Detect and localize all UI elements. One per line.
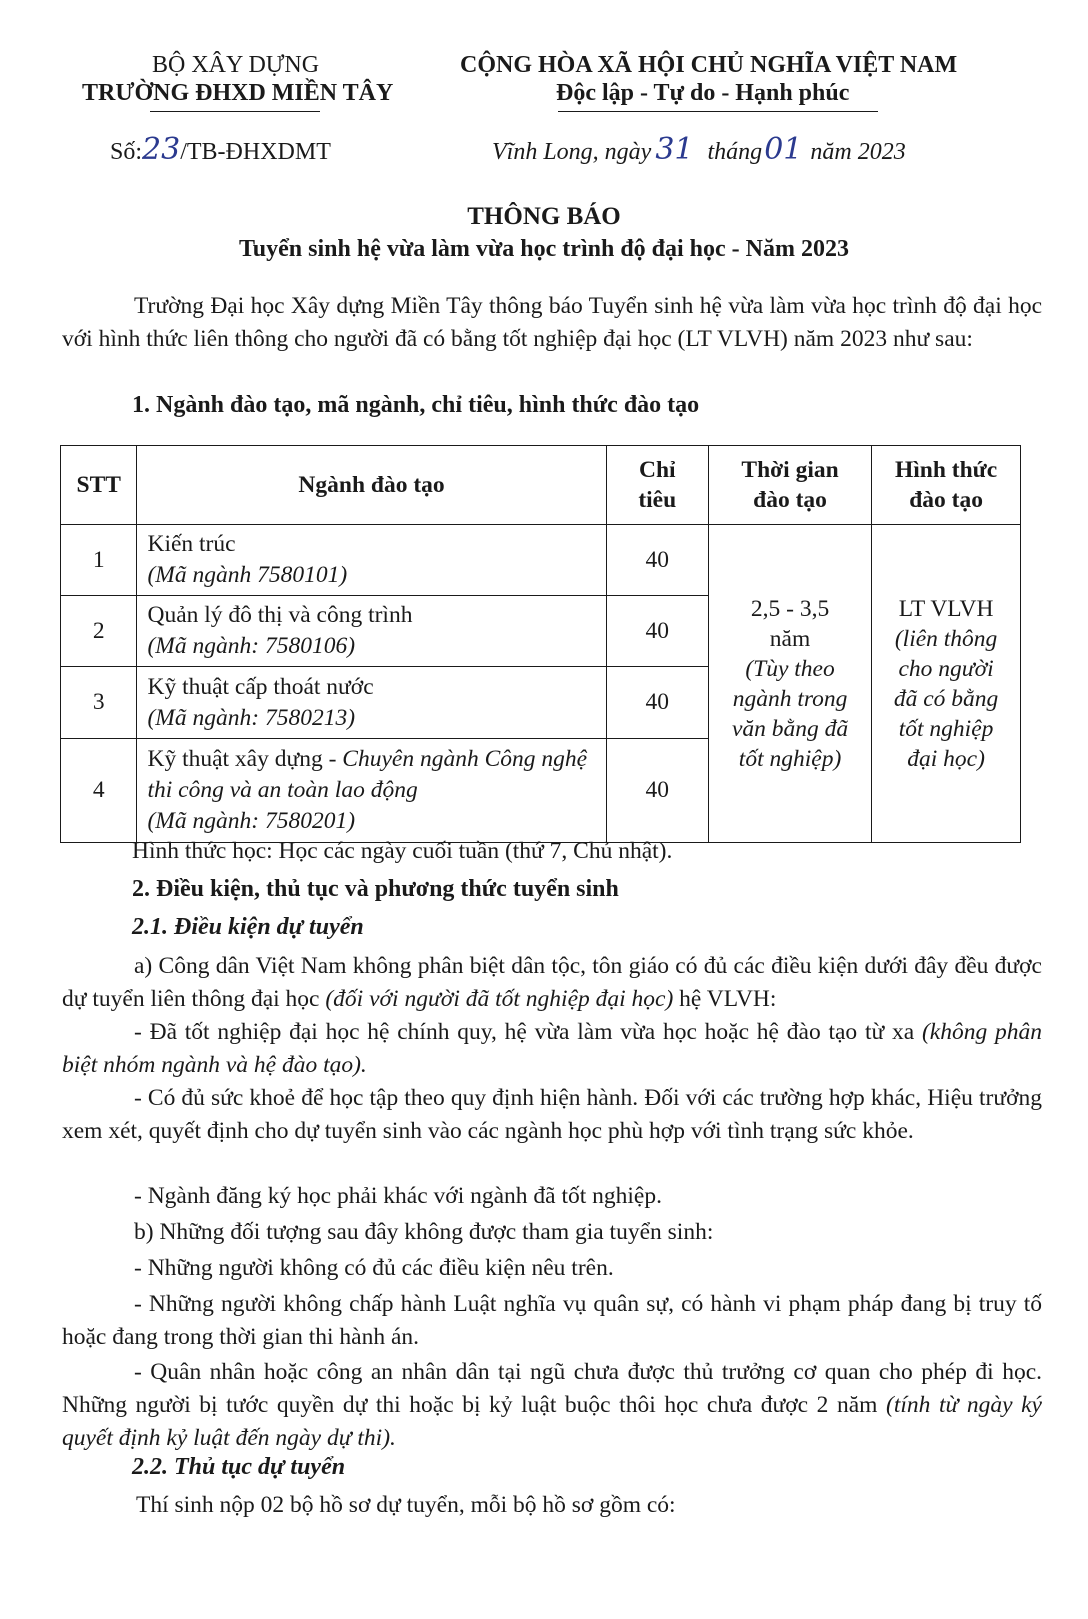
condition-a-end: hệ VLVH:: [673, 986, 777, 1012]
national-motto: Độc lập - Tự do - Hạnh phúc: [556, 80, 850, 106]
condition-a-text: a) Công dân Việt Nam không phân biệt dân tộc, tôn giáo có đủ các điều kiện dưới đây đều được dự tuyển liên thông đại học: [62, 953, 1042, 1012]
exclusion-3-italic: (tính từ ngày ký quyết định kỷ luật đến ngày dự thi).: [62, 1392, 1042, 1451]
date-year: năm 2023: [810, 139, 906, 165]
row-program: [137, 596, 606, 667]
row-quota: 40: [606, 525, 708, 596]
condition-a-italic: (đối với người đã tốt nghiệp đại học): [325, 986, 674, 1012]
exclusion-3: [62, 1356, 1042, 1455]
intro-paragraph: Trường Đại học Xây dựng Miền Tây thông báo Tuyển sinh hệ vừa làm vừa học trình độ đại học với hình thức liên thông cho người đã có bằng tốt nghiệp đại học (LT VLVH) năm 2023 như sau:: [62, 293, 1042, 352]
program-code: (Mã ngành: 7580213): [147, 704, 356, 731]
row-program: [137, 525, 606, 596]
motto-underline: [558, 111, 878, 112]
row-quota: 40: [606, 667, 708, 739]
table-header-row: [61, 446, 1021, 525]
row-quota: 40: [606, 596, 708, 667]
header-form: Hình thức đào tạo: [872, 446, 1021, 525]
header-duration: Thời gian đào tạo: [708, 446, 871, 525]
school-name: TRƯỜNG ĐHXD MIỀN TÂY: [82, 80, 394, 106]
condition-bullet-2: - Có đủ sức khoẻ để học tập theo quy định hiện hành. Đối với các trường hợp khác, Hiệu trưởng xem xét, quyết định cho dự tuyển sinh vào các ngành học phù hợp với tình trạng sức khỏe.: [62, 1085, 1042, 1144]
handwritten-number: 23: [142, 132, 181, 167]
procedure-intro: Thí sinh nộp 02 bộ hồ sơ dự tuyển, mỗi bộ hồ sơ gồm có:: [136, 1492, 676, 1518]
duration-note: (Tùy theo ngành trong văn bằng đã tốt nghiệp): [731, 655, 849, 772]
program-specialization: Chuyên ngành Công nghệ thi công và an toàn lao động: [147, 746, 588, 803]
document-subtitle: Tuyển sinh hệ vừa làm vừa học trình độ đại học - Năm 2023: [238, 236, 849, 262]
header-stt: STT: [61, 446, 137, 525]
condition-a: [62, 950, 1042, 1016]
form-cell: [872, 525, 1021, 843]
number-suffix: /TB-ĐHXDMT: [180, 139, 331, 165]
condition-b-heading: b) Những đối tượng sau đây không được tham gia tuyển sinh:: [134, 1219, 714, 1245]
row-program: [137, 739, 606, 843]
exclusion-3-text: - Quân nhân hoặc công an nhân dân tại ngũ chưa được thủ trưởng cơ quan cho phép đi học. Những người bị tước quyền dự thi hoặc bị kỷ luật buộc thôi học chưa được 2 năm: [62, 1359, 1042, 1418]
exclusion-2: - Những người không chấp hành Luật nghĩa vụ quân sự, có hành vi phạm pháp đang bị truy tố hoặc đang trong thời gian thi hành án.: [62, 1291, 1042, 1350]
country-name: CỘNG HÒA XÃ HỘI CHỦ NGHĨA VIỆT NAM: [460, 52, 958, 78]
section-1-heading: 1. Ngành đào tạo, mã ngành, chỉ tiêu, hình thức đào tạo: [132, 392, 700, 418]
header-program: Ngành đào tạo: [137, 446, 606, 525]
section-2-heading: 2. Điều kiện, thủ tục và phương thức tuyển sinh: [132, 876, 619, 902]
row-stt: 3: [61, 667, 137, 739]
school-name-underline: [150, 111, 320, 112]
program-name: Kiến trúc: [147, 531, 236, 557]
program-name: Kỹ thuật cấp thoát nước: [147, 673, 374, 700]
program-name: Quản lý đô thị và công trình: [147, 602, 413, 628]
row-program: [137, 667, 606, 739]
condition-bullet-3: - Ngành đăng ký học phải khác với ngành đã tốt nghiệp.: [134, 1183, 662, 1209]
program-name-wrap: [147, 744, 595, 806]
program-code: (Mã ngành: 7580106): [147, 633, 356, 659]
duration-cell: [708, 525, 871, 843]
program-name: Kỹ thuật xây dựng -: [147, 746, 343, 772]
exclusion-1: - Những người không có đủ các điều kiện nêu trên.: [134, 1255, 614, 1281]
row-stt: 2: [61, 596, 137, 667]
form-value: LT VLVH: [898, 595, 994, 622]
date-month-label: tháng: [707, 139, 763, 165]
ministry-name: BỘ XÂY DỰNG: [152, 52, 320, 78]
section-2-2-heading: 2.2. Thủ tục dự tuyển: [132, 1454, 346, 1480]
duration-value: 2,5 - 3,5 năm: [750, 595, 830, 652]
handwritten-month: 01: [764, 132, 803, 167]
number-prefix: Số:: [110, 139, 143, 165]
document-date: [492, 132, 906, 167]
program-code: (Mã ngành: 7580201): [147, 808, 356, 834]
form-note: (liên thông cho người đã có bằng tốt nghiệp đại học): [893, 625, 999, 772]
document-number: [110, 132, 331, 167]
condition-bullet-1: [62, 1016, 1042, 1082]
row-quota: 40: [606, 739, 708, 843]
study-form-note: Hình thức học: Học các ngày cuối tuần (thứ 7, Chủ nhật).: [132, 838, 673, 864]
row-stt: 4: [61, 739, 137, 843]
document-title: THÔNG BÁO: [467, 203, 621, 230]
header-quota: Chỉ tiêu: [606, 446, 708, 525]
handwritten-day: 31: [655, 132, 694, 167]
bullet-1-text: - Đã tốt nghiệp đại học hệ chính quy, hệ vừa làm vừa học hoặc hệ đào tạo từ xa: [134, 1019, 922, 1045]
section-2-1-heading: 2.1. Điều kiện dự tuyển: [132, 914, 364, 940]
table-row: [61, 525, 1021, 596]
date-prefix: Vĩnh Long, ngày: [492, 139, 652, 165]
program-code: (Mã ngành 7580101): [147, 562, 348, 588]
row-stt: 1: [61, 525, 137, 596]
programs-table: [60, 445, 1021, 843]
bullet-1-italic: (không phân biệt nhóm ngành và hệ đào tạo).: [62, 1019, 1043, 1078]
